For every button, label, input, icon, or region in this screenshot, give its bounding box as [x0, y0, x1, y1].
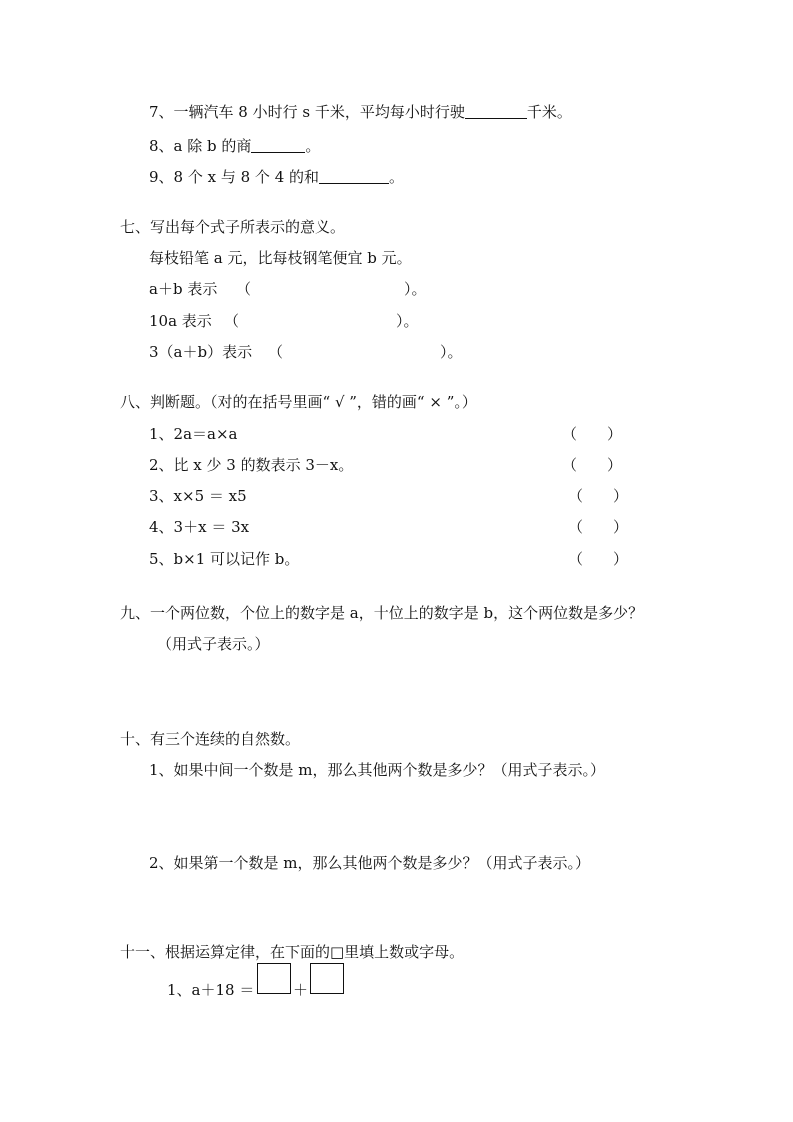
judge-item-3: 3、x×5 ＝ x5 — [149, 487, 247, 505]
section-7-intro: 每枝铅笔 a 元，比每枝钢笔便宜 b 元。 — [149, 249, 412, 267]
section-8-title: 八、判断题。（对的在括号里画“ √ ”，错的画“ × ”。） — [120, 393, 477, 411]
judge-answer-paren-2[interactable]: （ ） — [562, 456, 623, 474]
answer-box-2[interactable] — [310, 963, 344, 994]
fill-item-suffix: 。 — [305, 137, 321, 155]
section-9-title: 九、一个两位数，个位上的数字是 a，十位上的数字是 b，这个两位数是多少？ — [120, 604, 644, 622]
answer-box-1[interactable] — [257, 963, 291, 994]
judge-item-4: 4、3＋x ＝ 3x — [149, 518, 250, 536]
plus-sign: ＋ — [293, 981, 309, 999]
section-10-question-2: 2、如果第一个数是 m，那么其他两个数是多少？（用式子表示。） — [149, 854, 591, 872]
fill-item-9 — [149, 167, 404, 187]
section-11-question-1: 1、a＋18 ＝ — [167, 981, 255, 999]
fill-item-suffix: 。 — [389, 168, 405, 186]
meaning-open-paren-2: （ — [224, 312, 240, 330]
section-7-title: 七、写出每个式子所表示的意义。 — [120, 218, 346, 236]
judge-answer-paren-4[interactable]: （ ） — [568, 518, 629, 536]
fill-item-7 — [149, 102, 572, 122]
meaning-close-paren-1: ）。 — [404, 280, 427, 298]
meaning-expr-3: 3（a＋b）表示 — [149, 343, 253, 361]
answer-blank[interactable] — [319, 167, 389, 184]
section-11-title: 十一、根据运算定律，在下面的□里填上数或字母。 — [120, 943, 465, 961]
section-10-title: 十、有三个连续的自然数。 — [120, 730, 301, 748]
fill-item-text: 7、一辆汽车 8 小时行 s 千米，平均每小时行驶 — [149, 103, 465, 121]
meaning-close-paren-2: ）。 — [396, 312, 419, 330]
fill-item-text: 8、a 除 b 的商 — [149, 137, 252, 155]
meaning-close-paren-3: ）。 — [440, 343, 463, 361]
judge-item-5: 5、b×1 可以记作 b。 — [149, 550, 300, 568]
meaning-open-paren-1: （ — [236, 280, 252, 298]
judge-answer-paren-5[interactable]: （ ） — [568, 550, 629, 568]
fill-item-text: 9、8 个 x 与 8 个 4 的和 — [149, 168, 320, 186]
judge-item-2: 2、比 x 少 3 的数表示 3－x。 — [149, 456, 354, 474]
meaning-expr-2: 10a 表示 — [149, 312, 212, 330]
judge-item-1: 1、2a＝a×a — [149, 425, 238, 443]
meaning-open-paren-3: （ — [268, 343, 284, 361]
fill-item-8 — [149, 136, 320, 156]
section-10-question-1: 1、如果中间一个数是 m，那么其他两个数是多少？（用式子表示。） — [149, 761, 606, 779]
fill-item-suffix: 千米。 — [526, 103, 572, 121]
meaning-expr-1: a＋b 表示 — [149, 280, 218, 298]
answer-blank[interactable] — [465, 102, 527, 119]
answer-blank[interactable] — [251, 136, 305, 153]
judge-answer-paren-1[interactable]: （ ） — [562, 425, 623, 443]
judge-answer-paren-3[interactable]: （ ） — [568, 487, 629, 505]
section-9-note: （用式子表示。） — [157, 635, 270, 653]
